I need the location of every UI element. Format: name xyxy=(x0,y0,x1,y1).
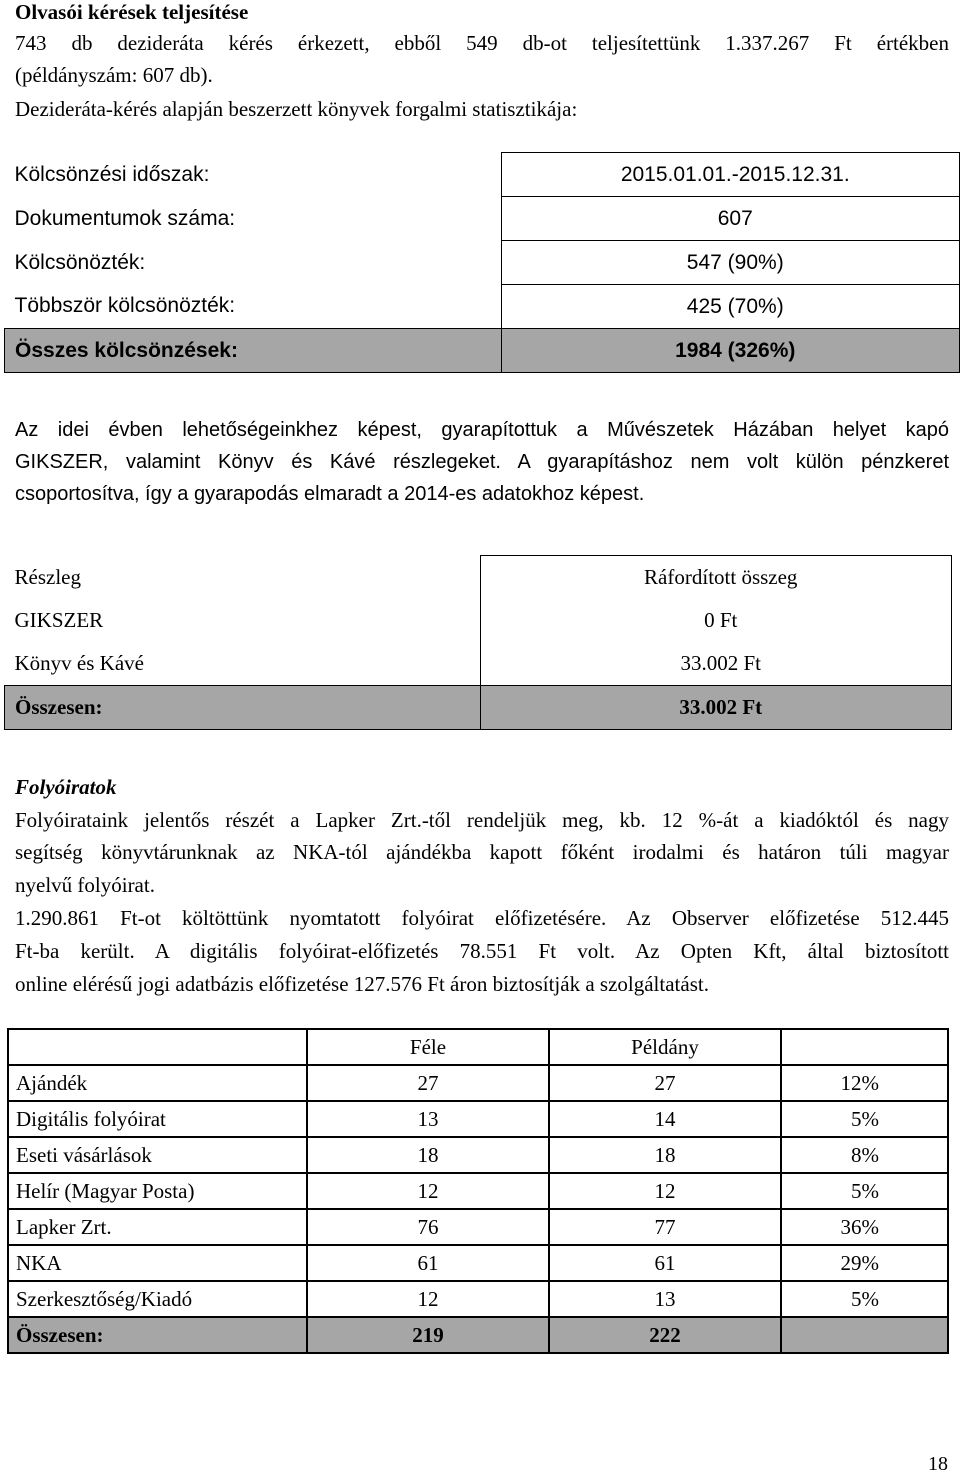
table-cell: 29% xyxy=(781,1245,948,1281)
department-table xyxy=(4,555,952,730)
table-cell: Eseti vásárlások xyxy=(8,1137,307,1173)
section-heading: Olvasói kérések teljesítése xyxy=(15,0,249,24)
table-cell: Kölcsönzési időszak: xyxy=(14,162,210,186)
table-cell: 5% xyxy=(781,1173,948,1209)
table-cell: Ajándék xyxy=(8,1065,307,1101)
table-cell: 18 xyxy=(307,1137,549,1173)
table-cell: 33.002 Ft xyxy=(480,642,952,686)
table-row xyxy=(8,1101,948,1137)
table-cell: Lapker Zrt. xyxy=(8,1209,307,1245)
paragraph-line: 743 db dezideráta kérés érkezett, ebből 549 db-ot teljesítettünk 1.337.267 Ft értékben xyxy=(15,31,949,55)
paragraph-line: 1.290.861 Ft-ot költöttünk nyomtatott folyóirat előfizetésére. Az Observer előfizetése 512.445 xyxy=(15,906,949,930)
paragraph-line: GIKSZER, valamint Könyv és Kávé részlegeket. A gyarapításhoz nem volt külön pénzkeret xyxy=(15,451,949,473)
table-cell: Dokumentumok száma: xyxy=(14,206,236,230)
table-cell: Digitális folyóirat xyxy=(8,1101,307,1137)
table-row xyxy=(5,642,952,686)
table-cell: 12 xyxy=(307,1173,549,1209)
periodicals-table xyxy=(7,1028,949,1354)
paragraph-line: Ft-ba került. A digitális folyóirat-előfizetés 78.551 Ft volt. Az Opten Kft, által biztosított xyxy=(15,939,949,963)
table-cell: 14 xyxy=(549,1101,781,1137)
table-row xyxy=(8,1173,948,1209)
table-cell: 8% xyxy=(781,1137,948,1173)
table-cell: 61 xyxy=(549,1245,781,1281)
table-cell: Összesen: xyxy=(5,686,481,730)
table-total-row xyxy=(5,686,952,730)
table-cell: 12% xyxy=(781,1065,948,1101)
table-cell: 13 xyxy=(307,1101,549,1137)
table-cell: Szerkesztőség/Kiadó xyxy=(8,1281,307,1317)
table-row xyxy=(5,241,960,285)
paragraph-line: segítség könyvtárunknak az NKA-tól ajándékba kapott főként irodalmi és határon túli magyar xyxy=(15,840,949,864)
table-cell: 425 (70%) xyxy=(501,285,960,329)
table-cell: 5% xyxy=(781,1281,948,1317)
paragraph-line: Az idei évben lehetőségeinkhez képest, gyarapítottuk a Művészetek Házában helyet kapó xyxy=(15,419,949,441)
table-cell: 27 xyxy=(307,1065,549,1101)
table-cell xyxy=(781,1317,948,1353)
table-cell: 0 Ft xyxy=(480,599,952,642)
paragraph-line: nyelvű folyóirat. xyxy=(15,873,155,897)
table-total-row xyxy=(5,329,960,373)
table-cell: 2015.01.01.-2015.12.31. xyxy=(501,153,960,197)
table-cell: 13 xyxy=(549,1281,781,1317)
table-cell: 607 xyxy=(501,197,960,241)
table-cell: 5% xyxy=(781,1101,948,1137)
table-cell: 18 xyxy=(549,1137,781,1173)
table-cell: 219 xyxy=(307,1317,549,1353)
table-row xyxy=(8,1065,948,1101)
table-row xyxy=(5,599,952,642)
paragraph-line: Folyóirataink jelentős részét a Lapker Zrt.-től rendeljük meg, kb. 12 %-át a kiadóktól és nagy xyxy=(15,808,949,832)
table-cell: Összes kölcsönzések: xyxy=(5,329,502,373)
table-cell: 222 xyxy=(549,1317,781,1353)
table-row xyxy=(8,1209,948,1245)
table-cell: 12 xyxy=(307,1281,549,1317)
paragraph-line: online elérésű jogi adatbázis előfizetése 127.576 Ft áron biztosítják a szolgáltatást. xyxy=(15,972,709,996)
paragraph-line: (példányszám: 607 db). xyxy=(15,63,213,87)
table-cell: 76 xyxy=(307,1209,549,1245)
table-total-row xyxy=(8,1317,948,1353)
table-header-cell xyxy=(8,1029,307,1065)
table-header-cell: Féle xyxy=(307,1029,549,1065)
table-header-row xyxy=(5,556,952,600)
table-cell: 1984 (326%) xyxy=(501,329,960,373)
table-cell: Könyv és Kávé xyxy=(14,651,144,675)
table-cell: Kölcsönözték: xyxy=(14,250,146,274)
table-row xyxy=(8,1245,948,1281)
table-cell: Többször kölcsönözték: xyxy=(14,294,236,318)
table-cell: 36% xyxy=(781,1209,948,1245)
loan-stats-table xyxy=(4,152,960,373)
section-heading: Folyóiratok xyxy=(15,775,117,799)
page-number: 18 xyxy=(928,1453,948,1475)
table-cell: 33.002 Ft xyxy=(480,686,952,730)
table-cell: NKA xyxy=(8,1245,307,1281)
table-cell: 547 (90%) xyxy=(501,241,960,285)
table-row xyxy=(5,153,960,197)
table-cell: 12 xyxy=(549,1173,781,1209)
table-header-cell: Példány xyxy=(549,1029,781,1065)
table-cell: Helír (Magyar Posta) xyxy=(8,1173,307,1209)
table-header-cell: Részleg xyxy=(14,564,81,589)
table-cell: Összesen: xyxy=(8,1317,307,1353)
paragraph-line: Dezideráta-kérés alapján beszerzett könyvek forgalmi statisztikája: xyxy=(15,97,578,121)
table-row xyxy=(8,1281,948,1317)
table-header-cell: Ráfordított összeg xyxy=(480,556,952,600)
table-row xyxy=(5,197,960,241)
paragraph-line: csoportosítva, így a gyarapodás elmaradt a 2014-es adatokhoz képest. xyxy=(15,483,645,505)
table-row xyxy=(8,1137,948,1173)
table-cell: 27 xyxy=(549,1065,781,1101)
table-row xyxy=(5,285,960,329)
table-cell: 77 xyxy=(549,1209,781,1245)
table-cell: 61 xyxy=(307,1245,549,1281)
table-header-cell xyxy=(781,1029,948,1065)
table-cell: GIKSZER xyxy=(14,608,104,632)
table-header-row xyxy=(8,1029,948,1065)
